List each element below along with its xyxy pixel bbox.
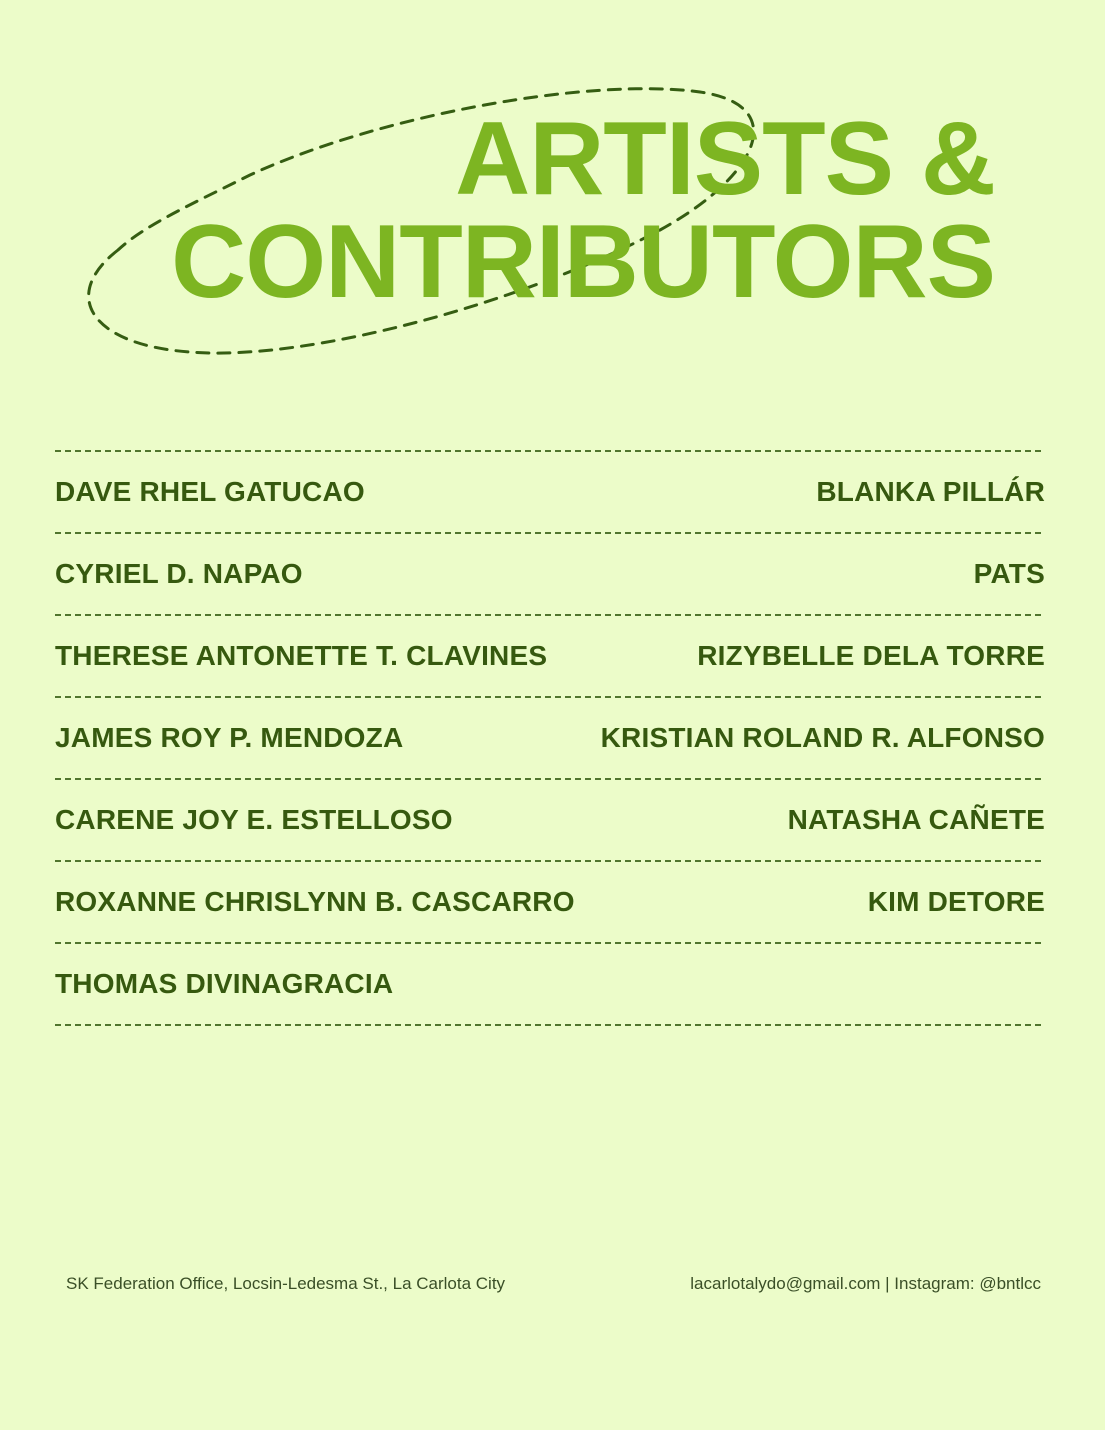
contributor-row [55,616,1045,696]
footer-address: SK Federation Office, Locsin-Ledesma St., La Carlota City [66,1274,506,1293]
dashed-divider [55,532,1045,534]
dashed-divider [55,614,1045,616]
contributor-row [55,862,1045,942]
contributor-name-left: THERESE ANTONETTE T. CLAVINES [55,640,548,671]
dashed-divider [55,860,1045,862]
contributor-name-right: BLANKA PILLÁR [816,476,1045,507]
dashed-divider [55,1024,1045,1026]
contributor-name-right: KRISTIAN ROLAND R. ALFONSO [600,722,1045,753]
contributor-name-right: KIM DETORE [867,886,1045,917]
footer [66,1274,1041,1294]
dashed-divider [55,942,1045,944]
contributor-name-left: DAVE RHEL GATUCAO [55,476,365,507]
contributor-row [55,452,1045,532]
contributor-name-left: JAMES ROY P. MENDOZA [55,722,404,753]
contributors-list [55,450,1045,1026]
dashed-divider [55,450,1045,452]
contributor-name-left: THOMAS DIVINAGRACIA [55,968,394,999]
contributor-row [55,698,1045,778]
contributor-name-left: ROXANNE CHRISLYNN B. CASCARRO [55,886,575,917]
contributor-row [55,780,1045,860]
dashed-divider [55,696,1045,698]
contributor-name-right: PATS [973,558,1045,589]
contributor-name-left: CARENE JOY E. ESTELLOSO [55,804,453,835]
title-line-2: CONTRIBUTORS [171,204,995,320]
contributor-row [55,534,1045,614]
footer-contact: lacarlotalydo@gmail.com | Instagram: @bntlcc [690,1274,1041,1293]
contributor-name-left: CYRIEL D. NAPAO [55,558,303,589]
contributor-name-right: RIZYBELLE DELA TORRE [697,640,1045,671]
contributor-name-right: NATASHA CAÑETE [787,804,1045,835]
page-title [171,101,995,320]
title-line-1: ARTISTS & [455,101,995,217]
contributor-row [55,944,1045,1024]
dashed-divider [55,778,1045,780]
